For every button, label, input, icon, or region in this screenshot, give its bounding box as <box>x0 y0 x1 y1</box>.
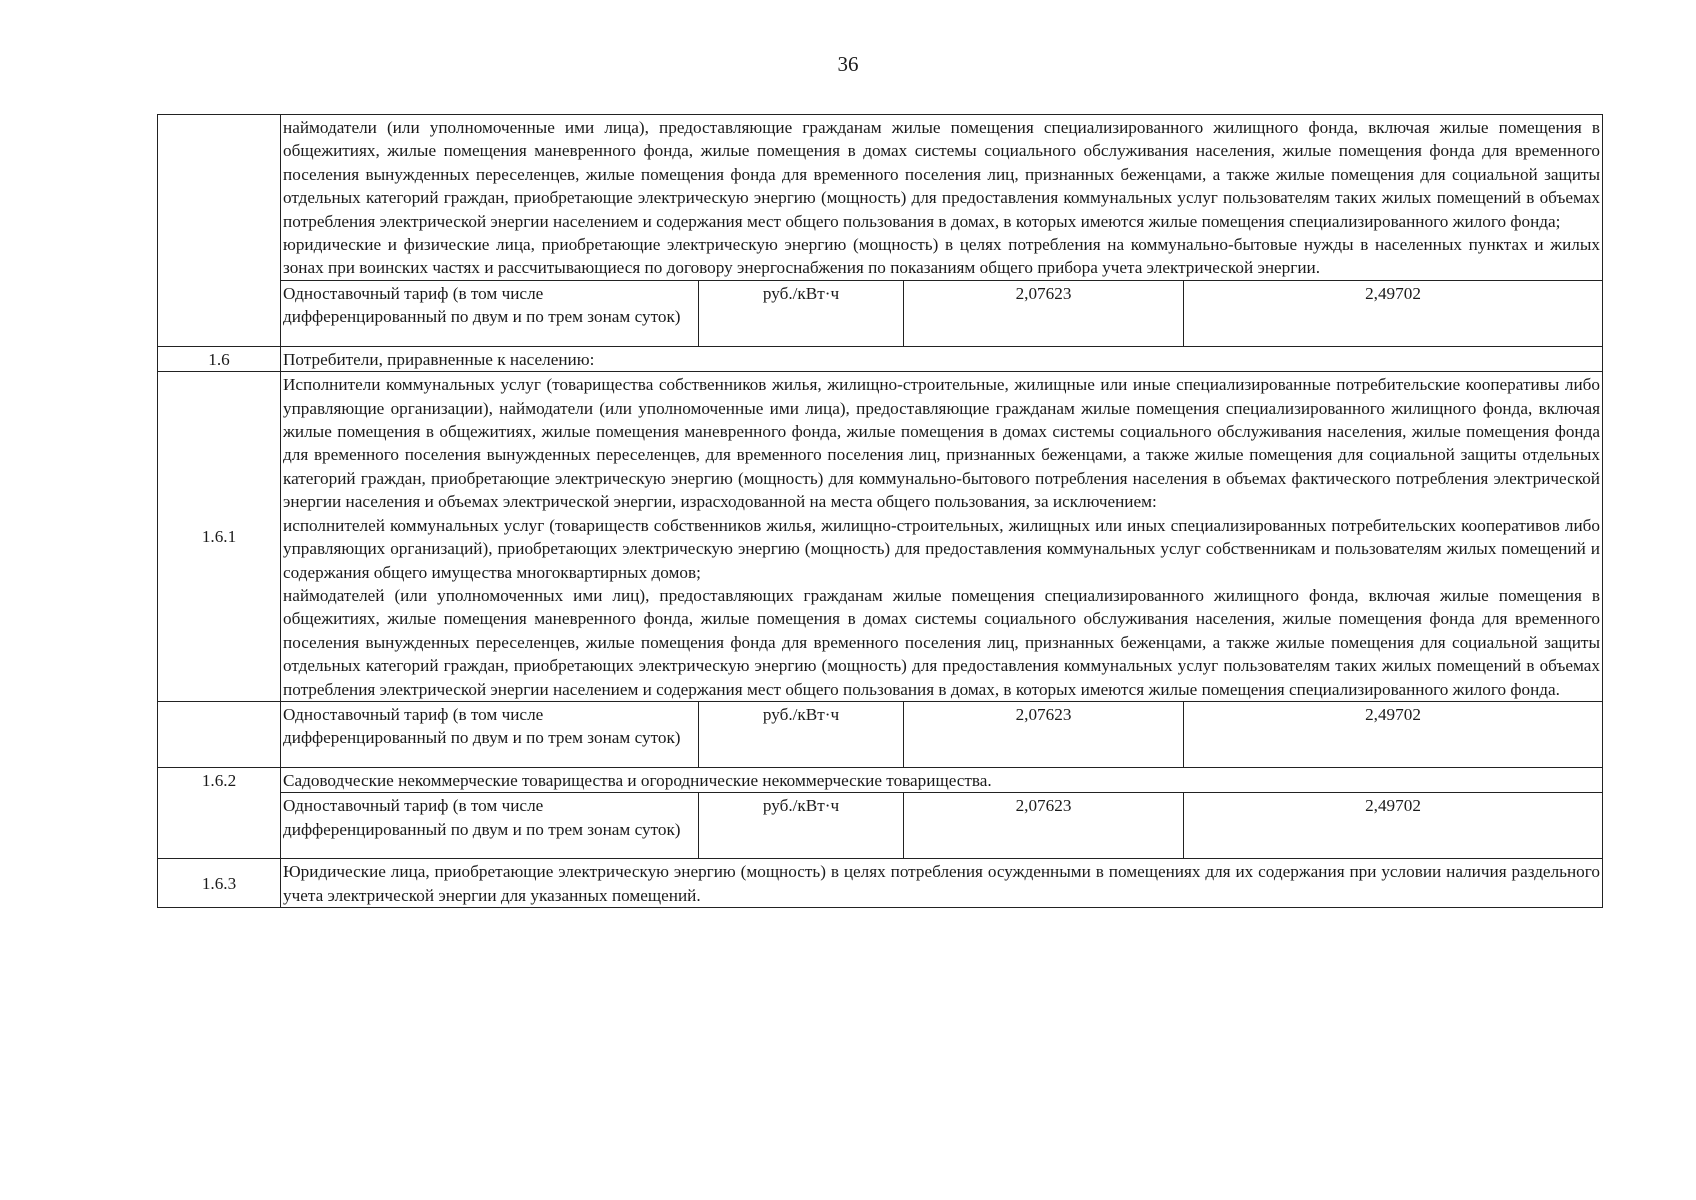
section-title: Садоводческие некоммерческие товарищества и огороднические некоммерческие товарищества. <box>281 767 1603 792</box>
row-number-cell <box>158 115 281 347</box>
table-row <box>158 701 1603 767</box>
row-number-cell <box>158 701 281 767</box>
description-paragraph: юридические и физические лица, приобретающие электрическую энергию (мощность) в целях потребления на коммунально-бытовые нужды в населенных пунктах и жилых зонах при воинских частях и рассчитывающиеся по договору энергоснабжения по показаниям общего прибора учета электрической энергии. <box>283 235 1600 278</box>
table-row <box>158 115 1603 281</box>
table-row <box>158 793 1603 859</box>
row-number: 1.6.2 <box>158 767 281 858</box>
table-row <box>158 767 1603 792</box>
tariff-unit: руб./кВт·ч <box>699 280 904 346</box>
tariff-name: Одноставочный тариф (в том числе дифференцированный по двум и по трем зонам суток) <box>281 701 699 767</box>
consumer-description <box>281 115 1603 281</box>
tariff-value-first-half: 2,07623 <box>904 793 1184 859</box>
table-row <box>158 372 1603 702</box>
table-row <box>158 346 1603 371</box>
row-number: 1.6.3 <box>158 859 281 908</box>
tariff-value-first-half: 2,07623 <box>904 701 1184 767</box>
consumer-description <box>281 372 1603 702</box>
table-row <box>158 280 1603 346</box>
consumer-description: Юридические лица, приобретающие электрическую энергию (мощность) в целях потребления осужденными в помещениях для их содержания при условии наличия раздельного учета электрической энергии для указанных помещений. <box>281 859 1603 908</box>
description-paragraph: Исполнители коммунальных услуг (товарищества собственников жилья, жилищно-строительные, жилищные или иные специализированные потребительские кооперативы либо управляющие организации), наймодатели (или уполномоченные ими лица), предоставляющие гражданам жилые помещения специализированного жилищного фонда, включая жилые помещения в общежитиях, жилые помещения маневренного фонда, жилые помещения в домах системы социального обслуживания населения, жилые помещения фонда для временного поселения вынужденных переселенцев, для временного поселения лиц, признанных беженцами, а также жилые помещения для социальной защиты отдельных категорий граждан, приобретающие электрическую энергию (мощность) для коммунально-бытового потребления населения в объемах фактического потребления электрической энергии населения и объемах электрической энергии, израсходованной на места общего пользования, за исключением: <box>283 375 1600 512</box>
description-paragraph: исполнителей коммунальных услуг (товариществ собственников жилья, жилищно-строительных, жилищных или иных специализированных потребительских кооперативов либо управляющих организаций), приобретающих электрическую энергию (мощность) для предоставления коммунальных услуг собственникам и пользователям жилых помещений и содержания общего имущества многоквартирных домов; <box>283 515 1600 582</box>
row-number: 1.6.1 <box>158 372 281 702</box>
row-number: 1.6 <box>158 346 281 371</box>
tariff-unit: руб./кВт·ч <box>699 793 904 859</box>
tariff-name: Одноставочный тариф (в том числе дифференцированный по двум и по трем зонам суток) <box>281 280 699 346</box>
description-paragraph: наймодатели (или уполномоченные ими лица), предоставляющие гражданам жилые помещения специализированного жилищного фонда, включая жилые помещения в общежитиях, жилые помещения маневренного фонда, жилые помещения в домах системы социального обслуживания населения, жилые помещения фонда для временного поселения вынужденных переселенцев, жилые помещения фонда для временного поселения лиц, признанных беженцами, а также жилые помещения для социальной защиты отдельных категорий граждан, приобретающие электрическую энергию (мощность) для предоставления коммунальных услуг пользователям таких жилых помещений в объемах потребления электрической энергии населением и содержания мест общего пользования в домах, в которых имеются жилые помещения специализированного жилого фонда; <box>283 118 1600 231</box>
tariff-unit: руб./кВт·ч <box>699 701 904 767</box>
tariff-value-second-half: 2,49702 <box>1184 280 1603 346</box>
tariff-name: Одноставочный тариф (в том числе дифференцированный по двум и по трем зонам суток) <box>281 793 699 859</box>
tariff-value-first-half: 2,07623 <box>904 280 1184 346</box>
tariff-table <box>157 114 1603 908</box>
description-paragraph: наймодателей (или уполномоченных ими лиц), предоставляющих гражданам жилые помещения специализированного жилищного фонда, включая жилые помещения в общежитиях, жилые помещения маневренного фонда, жилые помещения в домах системы социального обслуживания населения, жилые помещения фонда для временного поселения вынужденных переселенцев, жилые помещения фонда для временного поселения лиц, признанных беженцами, а также жилые помещения для социальной защиты отдельных категорий граждан, приобретающих электрическую энергию (мощность) для предоставления коммунальных услуг пользователям таких жилых помещений в объемах потребления электрической энергии населением и содержания мест общего пользования в домах, в которых имеются жилые помещения специализированного жилого фонда. <box>283 585 1600 699</box>
page-number: 36 <box>837 52 859 76</box>
tariff-value-second-half: 2,49702 <box>1184 701 1603 767</box>
tariff-value-second-half: 2,49702 <box>1184 793 1603 859</box>
table-row <box>158 859 1603 908</box>
section-title: Потребители, приравненные к населению: <box>281 346 1603 371</box>
